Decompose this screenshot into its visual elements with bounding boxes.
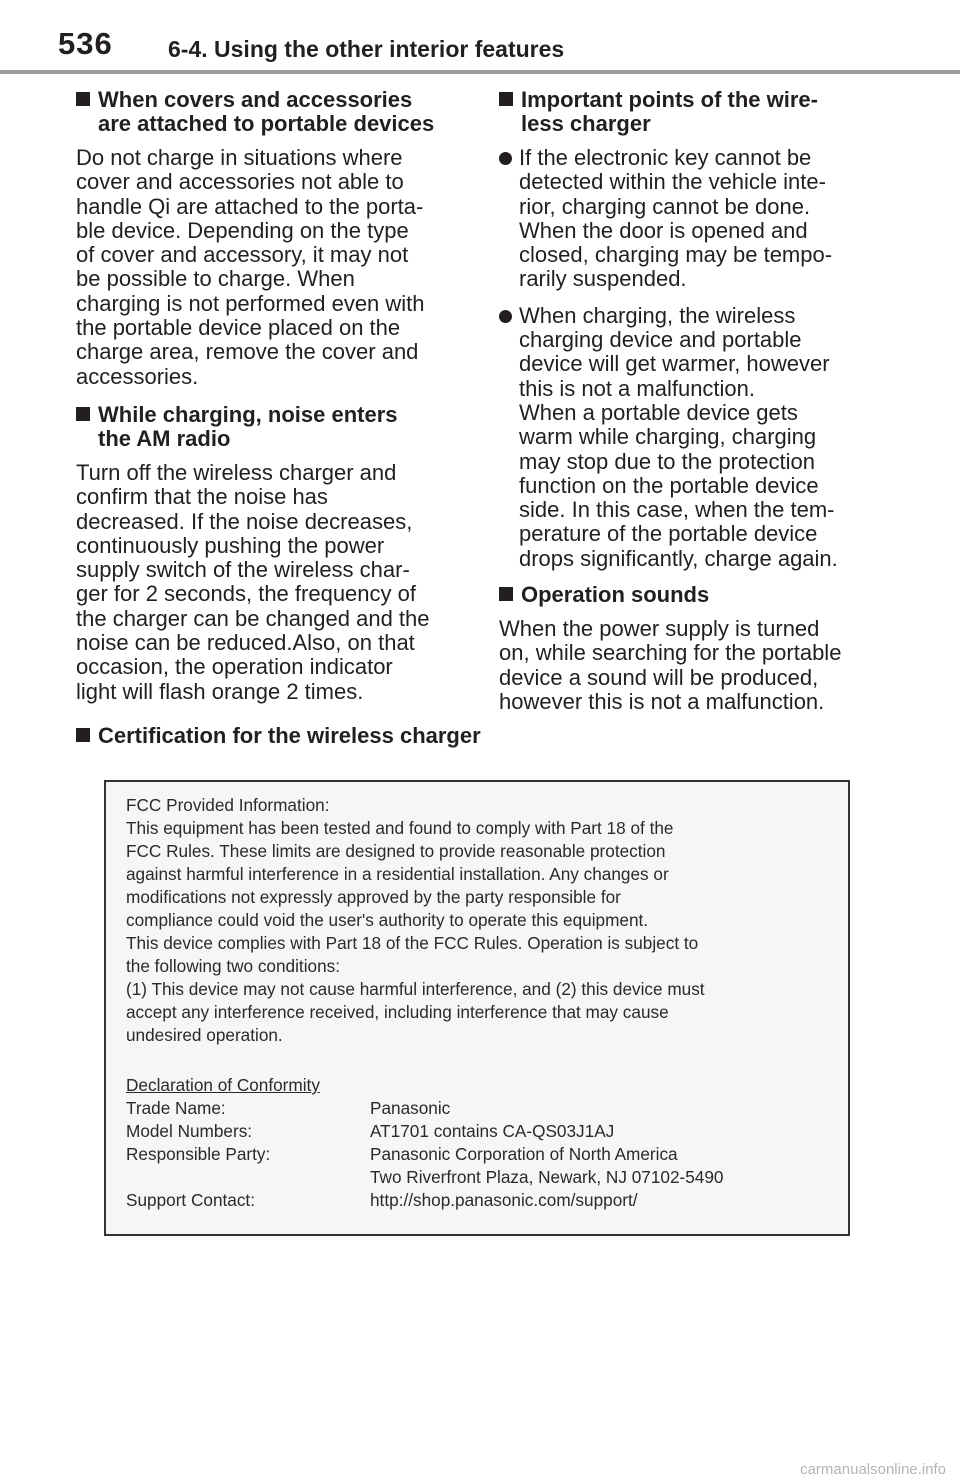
page-number: 536 [58,26,113,61]
paragraph: Turn off the wireless charger and confirm that the noise has decreased. If the noise decreases, continuously pushing the power supply switch of the wireless char- ger for 2 seconds, the frequency of the charger can be changed and the noise can be reduced.Also, on that occasion, the operation indicator light will flash orange 2 times. [76,459,430,704]
section-heading: Important points of the wire- less charger [499,88,889,136]
left-column [76,88,476,718]
declaration-row: Trade Name: Panasonic [126,1098,451,1118]
declaration-row: Responsible Party: Panasonic Corporation of North America [126,1144,678,1164]
square-bullet-icon [76,407,90,421]
round-bullet-icon [499,310,512,323]
declaration-row: Support Contact: http://shop.panasonic.com/support/ [126,1190,638,1210]
square-bullet-icon [499,587,513,601]
round-bullet-icon [499,152,512,165]
header-rule [0,70,960,74]
page-header [0,0,960,76]
declaration-of-conformity [126,1074,841,1212]
section-heading: Operation sounds [499,583,889,607]
square-bullet-icon [499,92,513,106]
paragraph: When the power supply is turned on, while searching for the portable device a sound will be produced, however this is not a malfunction. [499,616,842,714]
fcc-information-label [104,780,850,1236]
certification-heading: Certification for the wireless charger [76,724,898,748]
declaration-row: Two Riverfront Plaza, Newark, NJ 07102-5490 [370,1167,724,1187]
section-heading: While charging, noise enters the AM radio [76,403,476,451]
paragraph: Do not charge in situations where cover and accessories not able to handle Qi are attached to the porta- ble device. Depending on the type of cover and accessory, it may not be possible to charge. When charging is not performed even with the portable device placed on the charge area, remove the cover and accessories. [76,145,425,389]
square-bullet-icon [76,92,90,106]
declaration-row: Model Numbers: AT1701 contains CA-QS03J1AJ [126,1121,615,1141]
list-item: If the electronic key cannot be detected within the vehicle inte- rior, charging cannot be done. When the door is opened and closed, charging may be tempo- rarily suspended. [499,146,889,292]
fcc-statement: FCC Provided Information: This equipment has been tested and found to comply with Part 18 of the FCC Rules. These limits are designed to provide reasonable protection against harmful interference in a residential installation. Any changes or modifications not expressly approved by the party responsible for compliance could void the user's authority to operate this equipment. This device complies with Part 18 of the FCC Rules. Operation is subject to the following two conditions: (1) This device may not cause harmful interference, and (2) this device must accept any interference received, including interference that may cause undesired operation. [126,795,705,1045]
list-item: When charging, the wireless charging device and portable device will get warmer, however this is not a malfunction. When a portable device gets warm while charging, charging may stop due to the protection function on the portable device side. In this case, when the tem- perature of the portable device drops significantly, charge again. [499,304,889,571]
square-bullet-icon [76,728,90,742]
declaration-title: Declaration of Conformity [126,1075,320,1095]
watermark: carmanualsonline.info [800,1461,946,1478]
support-link: http://shop.panasonic.com/support/ [370,1190,638,1210]
section-heading: When covers and accessories are attached to portable devices [76,88,476,136]
section-title: 6-4. Using the other interior features [168,36,565,62]
right-column [499,88,889,728]
